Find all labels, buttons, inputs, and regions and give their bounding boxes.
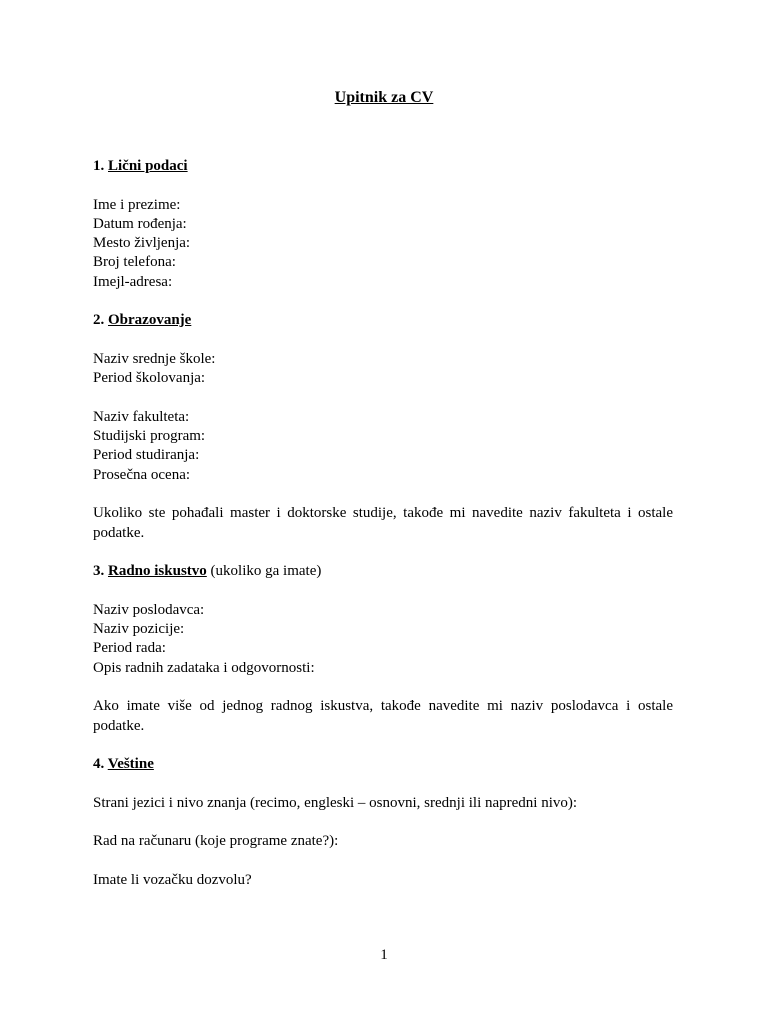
document-body [93, 157, 673, 890]
section-number: 1. [93, 158, 105, 174]
form-field-label: Opis radnih zadataka i odgovornosti: [93, 659, 315, 676]
form-field-label: Period rada: [93, 640, 166, 657]
section-title: Lični podaci [108, 158, 188, 174]
form-question: Rad na računaru (koje programe znate?): [93, 833, 339, 850]
form-question: Imate li vozačku dozvolu? [93, 871, 252, 888]
form-field-label: Mesto življenja: [93, 235, 191, 252]
section-note: Ako imate više od jednog radnog iskustva, takođe navedite mi naziv poslodavca i ostale podatke. [93, 698, 673, 734]
form-field-label: Naziv pozicije: [93, 621, 185, 638]
form-field-label: Naziv fakulteta: [93, 408, 190, 425]
form-field-label: Period školovanja: [93, 370, 206, 387]
page-number: 1 [380, 947, 388, 963]
form-field-label: Studijski program: [93, 428, 206, 445]
form-field-label: Naziv srednje škole: [93, 350, 216, 367]
form-field-label: Imejl-adresa: [93, 273, 173, 290]
section-number: 2. [93, 312, 105, 329]
form-field-label: Period studiranja: [93, 447, 200, 464]
section-note: Ukoliko ste pohađali master i doktorske studije, takođe mi navedite naziv fakulteta i ostale podatke. [93, 505, 673, 541]
section-title: Veštine [107, 756, 154, 773]
section-heading-obrazovanje [93, 311, 673, 330]
form-field-label: Datum rođenja: [93, 215, 187, 232]
section-number: 4. [93, 756, 105, 773]
form-field-label: Ime i prezime: [93, 196, 181, 213]
form-question: Strani jezici i nivo znanja (recimo, engleski – osnovni, srednji ili napredni nivo): [93, 794, 578, 811]
form-field-label: Broj telefona: [93, 254, 176, 271]
section-heading-vestine [93, 755, 673, 774]
section-number: 3. [93, 563, 105, 580]
section-title-suffix: (ukoliko ga imate) [206, 563, 322, 580]
form-field-label: Naziv poslodavca: [93, 601, 205, 618]
document-title: Upitnik za CV [334, 89, 434, 106]
section-title: Radno iskustvo [108, 563, 207, 580]
section-heading-radno-iskustvo [93, 562, 673, 581]
section-title: Obrazovanje [108, 312, 192, 329]
form-field-label: Prosečna ocena: [93, 466, 191, 483]
section-heading-licni-podaci [93, 157, 673, 176]
